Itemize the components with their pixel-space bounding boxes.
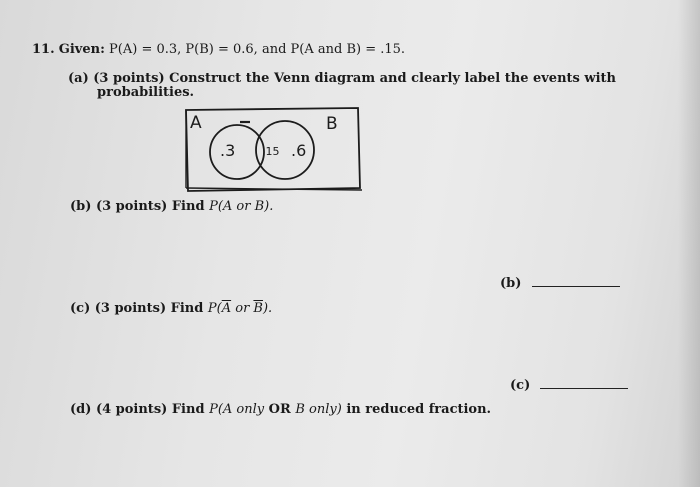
answer-c-label: (c) xyxy=(510,378,531,393)
part-c-points: (3 points) xyxy=(94,301,167,316)
part-c-expr-b-complement: $\overline{B}$ xyxy=(253,301,263,316)
answer-b-blank[interactable] xyxy=(532,276,620,287)
venn-value-a-only: .3 xyxy=(220,141,236,160)
part-d-expr-end: B only) xyxy=(295,402,342,417)
part-c-text: Find xyxy=(170,301,204,316)
part-d-expr-start: P(A only xyxy=(209,402,265,417)
part-c-expr-end: ). xyxy=(262,301,273,316)
venn-value-both: .15 xyxy=(262,145,280,158)
part-d-expr-or: OR xyxy=(268,402,291,417)
part-b xyxy=(70,199,273,215)
part-a-label: (a) xyxy=(68,71,89,86)
part-d-suffix: in reduced fraction. xyxy=(346,402,492,417)
part-b-expression: P(A or B). xyxy=(209,199,274,214)
part-b-label: (b) xyxy=(70,199,92,214)
answer-b xyxy=(500,276,620,292)
venn-label-a: A xyxy=(190,113,202,133)
part-c-expr-or: or xyxy=(231,301,254,316)
part-a-text-cont: probabilities. xyxy=(97,85,195,100)
answer-c xyxy=(510,378,628,394)
question-number: 11. xyxy=(32,42,55,57)
part-b-points: (3 points) xyxy=(95,199,168,214)
given-label: Given: xyxy=(58,42,105,57)
part-d-label: (d) xyxy=(70,402,92,417)
part-c-expr-p: P( xyxy=(207,301,222,316)
part-d-text: Find xyxy=(171,402,205,417)
part-c-label: (c) xyxy=(70,301,91,316)
question-header xyxy=(32,42,405,58)
venn-diagram xyxy=(182,104,366,196)
page-shadow xyxy=(678,0,700,487)
part-c-expr-a-complement: $\overline{A}$ xyxy=(221,301,232,316)
part-c xyxy=(70,301,272,317)
answer-c-blank[interactable] xyxy=(540,378,628,389)
part-a-line2 xyxy=(97,85,194,101)
part-d-points: (4 points) xyxy=(95,402,168,417)
part-b-text: Find xyxy=(171,199,205,214)
part-d xyxy=(70,402,491,418)
part-a-text: Construct the Venn diagram and clearly label the events with xyxy=(169,71,616,86)
given-text: P(A) = 0.3, P(B) = 0.6, and P(A and B) = .15. xyxy=(109,42,406,57)
part-a-points: (3 points) xyxy=(93,71,165,86)
venn-label-b: B xyxy=(326,114,338,134)
answer-b-label: (b) xyxy=(500,276,522,291)
part-c-expression xyxy=(208,301,272,316)
venn-value-b-only: .6 xyxy=(291,141,307,160)
